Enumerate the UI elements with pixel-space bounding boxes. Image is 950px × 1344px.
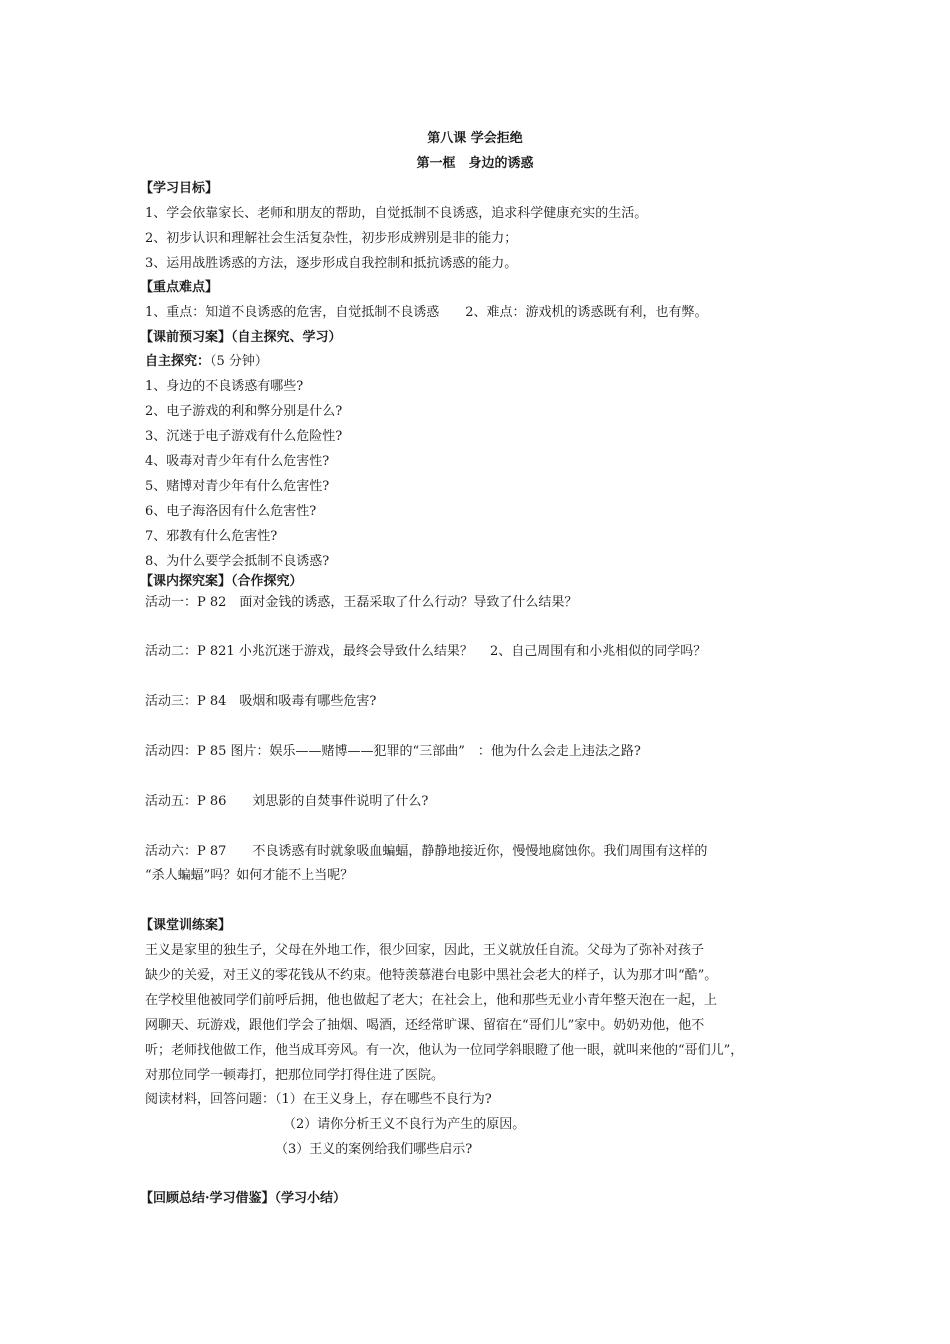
lesson-title: 第八课 学会拒绝 [427,131,523,146]
activity-four: 活动四：P 85 图片：娱乐——赌博——犯罪的“三部曲” ：他为什么会走上违法之路? [145,744,641,759]
training-question: （2）请你分析王义不良行为产生的原因。 [283,1117,526,1132]
explore-line [145,353,268,371]
activity-six: 活动六：P 87 不良诱惑有时就象吸血蝙蝠，静静地接近你，慢慢地腐蚀你。我们周围有这样的 [145,844,708,859]
preview-question: 4、吸毒对青少年有什么危害性? [145,454,330,469]
explore-label: 自主探究： [145,354,211,369]
keypoints-heading: 【重点难点】 [140,280,219,295]
goal-item-2: 2、初步认识和理解社会生活复杂性，初步形成辨别是非的能力； [145,231,518,246]
summary-note: （学习小结） [274,1191,347,1206]
preview-heading: 【课前预习案】（自主探究、学习） [140,330,342,345]
preview-question: 3、沉迷于电子游戏有什么危险性? [145,429,343,444]
activity-two: 活动二：P 821 小兆沉迷于游戏，最终会导致什么结果？ 2、自己周围有和小兆相似的同学吗？ [145,644,707,659]
preview-question: 8、为什么要学会抵制不良诱惑? [145,554,330,569]
training-question: （3）王义的案例给我们哪些启示? [275,1142,473,1157]
keypoints-line: 1、重点：知道不良诱惑的危害，自觉抵制不良诱惑 2、难点：游戏机的诱惑既有利，也有弊。 [145,305,708,320]
preview-question: 6、电子海洛因有什么危害性? [145,504,317,519]
training-paragraph-line: 缺少的关爱，对王义的零花钱从不约束。他特羡慕港台电影中黑社会老大的样子，认为那才叫“酷”。 [145,968,718,983]
explore-time: （5 分钟） [210,354,268,369]
training-question-line [145,1091,492,1109]
training-heading: 【课堂训练案】 [140,918,232,933]
training-prompt: 阅读材料，回答问题： [145,1092,276,1107]
training-question: （1）在王义身上，存在哪些不良行为? [275,1092,492,1107]
training-paragraph-line: 听；老师找他做工作，他当成耳旁风。有一次，他认为一位同学斜眼瞪了他一眼，就叫来他的“哥们儿”， [145,1043,744,1058]
training-paragraph-line: 对那位同学一顿毒打，把那位同学打得住进了医院。 [145,1068,445,1083]
training-paragraph-line: 在学校里他被同学们前呼后拥，他也做起了老大；在社会上，他和那些无业小青年整天泡在一起，上 [145,993,718,1008]
activity-five: 活动五：P 86 刘思影的自焚事件说明了什么? [145,794,429,809]
goal-item-3: 3、运用战胜诱惑的方法，逐步形成自我控制和抵抗诱惑的能力。 [145,256,518,271]
activity-three: 活动三：P 84 吸烟和吸毒有哪些危害? [145,694,377,709]
goals-heading: 【学习目标】 [140,181,219,196]
goal-item-1: 1、学会依靠家长、老师和朋友的帮助，自觉抵制不良诱惑，追求科学健康充实的生活。 [145,206,648,221]
preview-question: 5、赌博对青少年有什么危害性? [145,479,330,494]
training-paragraph-line: 王义是家里的独生子，父母在外地工作，很少回家，因此，王义就放任自流。父母为了弥补对孩子 [145,943,705,958]
activity-six-continued: “杀人蝙蝠”吗？如何才能不上当呢？ [145,868,354,883]
inclass-heading: 【课内探究案】（合作探究） [140,574,303,589]
summary-heading: 【回顾总结·学习借鉴】 [140,1191,275,1206]
preview-question: 2、电子游戏的利和弊分别是什么? [145,404,343,419]
preview-question: 7、邪教有什么危害性? [145,529,278,544]
summary-line [140,1190,346,1208]
lesson-subtitle: 第一框 身边的诱惑 [416,156,534,171]
preview-question: 1、身边的不良诱惑有哪些? [145,379,304,394]
activity-one: 活动一：P 82 面对金钱的诱惑，王磊采取了什么行动？导致了什么结果？ [145,595,578,610]
training-paragraph-line: 网聊天、玩游戏，跟他们学会了抽烟、喝酒，还经常旷课、留宿在“哥们儿”家中。奶奶劝他，他不 [145,1018,705,1033]
